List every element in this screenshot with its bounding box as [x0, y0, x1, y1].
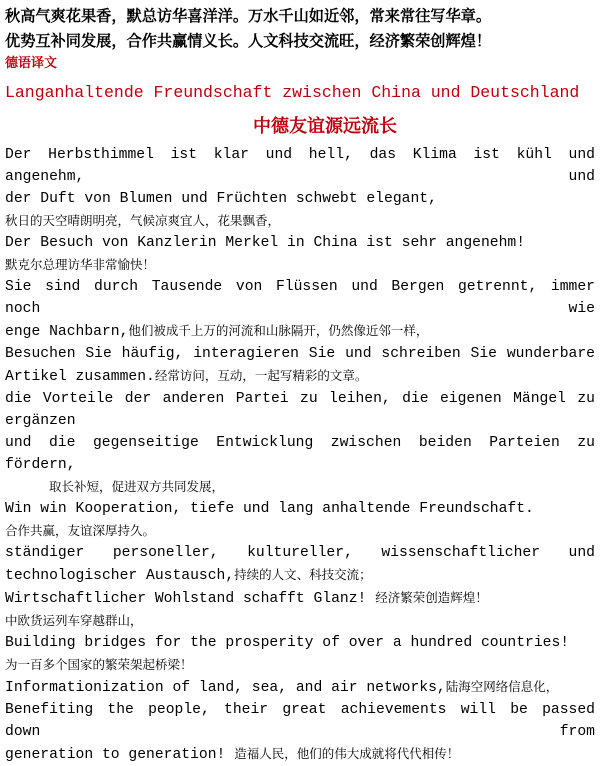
body-line	[5, 365, 595, 388]
body-line: Der Herbsthimmel ist klar und hell, das Klima ist kühl und angenehm, und	[5, 147, 595, 185]
body-line	[5, 743, 595, 766]
body-line-chinese: 秋日的天空晴朗明亮，气候凉爽宜人，花果飘香，	[5, 213, 281, 228]
translation-body	[5, 144, 595, 766]
body-line	[5, 320, 595, 343]
poem-line-2: 优势互补同发展，合作共赢情义长。人文科技交流旺，经济繁荣创辉煌！	[5, 32, 491, 50]
body-line-chinese: 合作共赢，友谊深厚持久。	[5, 523, 156, 538]
body-line-chinese: 取长补短，促进双方共同发展，	[49, 479, 225, 494]
body-text: Artikel zusammen.	[5, 369, 155, 385]
subtitle-german-translation: 德语译文	[5, 56, 58, 71]
title-german: Langanhaltende Freundschaft zwischen China und Deutschland	[5, 83, 580, 102]
body-line: die Vorteile der anderen Partei zu leihen, die eigenen Mängel zu ergänzen	[5, 391, 595, 429]
body-line: Benefiting the people, their great achievements will be passed down from	[5, 702, 595, 740]
body-text: Wirtschaftlicher Wohlstand schafft Glanz!	[5, 591, 367, 607]
body-text-chinese: 经济繁荣创造辉煌！	[375, 590, 488, 605]
poem-line-1: 秋高气爽花果香，默总访华喜洋洋。万水千山如近邻，常来常往写华章。	[5, 7, 491, 25]
title-chinese: 中德友谊源远流长	[253, 116, 397, 137]
body-line: Win win Kooperation, tiefe und lang anhaltende Freundschaft.	[5, 501, 534, 517]
body-text: Der Besuch von Kanzlerin Merkel in China ist sehr angenehm!	[5, 235, 526, 251]
body-text-chinese: 经常访问，互动，一起写精彩的文章。	[154, 368, 368, 383]
body-text-chinese: 持续的人文、科技交流；	[234, 567, 372, 582]
body-text: Informationization of land, sea, and air networks,	[5, 680, 446, 696]
body-line: und die gegenseitige Entwicklung zwischen beiden Parteien zu fördern,	[5, 435, 595, 473]
body-text: enge Nachbarn,	[5, 324, 129, 340]
body-text-chinese: 陆海空网络信息化，	[445, 679, 559, 694]
body-text-chinese: 他们被成千上万的河流和山脉隔开，仍然像近邻一样，	[128, 323, 429, 338]
body-line	[5, 587, 595, 610]
body-line-chinese: 中欧货运列车穿越群山，	[5, 613, 143, 628]
body-line	[5, 676, 595, 699]
body-line	[5, 564, 595, 587]
body-line-chinese: 为一百多个国家的繁荣架起桥梁！	[5, 657, 193, 672]
body-line: der Duft von Blumen und Früchten schwebt elegant,	[5, 191, 437, 207]
body-line-chinese: 默克尔总理访华非常愉快！	[5, 257, 156, 272]
body-line: ständiger personeller, kultureller, wissenschaftlicher und	[5, 545, 595, 561]
body-line: Building bridges for the prosperity of over a hundred countries!	[5, 635, 570, 651]
body-text: technologischer Austausch,	[5, 568, 235, 584]
body-line: Besuchen Sie häufig, interagieren Sie und schreiben Sie wunderbare	[5, 346, 595, 362]
body-text-chinese: 造福人民，他们的伟大成就将代代相传！	[234, 746, 460, 761]
body-text: generation to generation!	[5, 747, 226, 763]
body-line	[5, 232, 595, 254]
body-line: Sie sind durch Tausende von Flüssen und Bergen getrennt, immer noch wie	[5, 279, 595, 317]
